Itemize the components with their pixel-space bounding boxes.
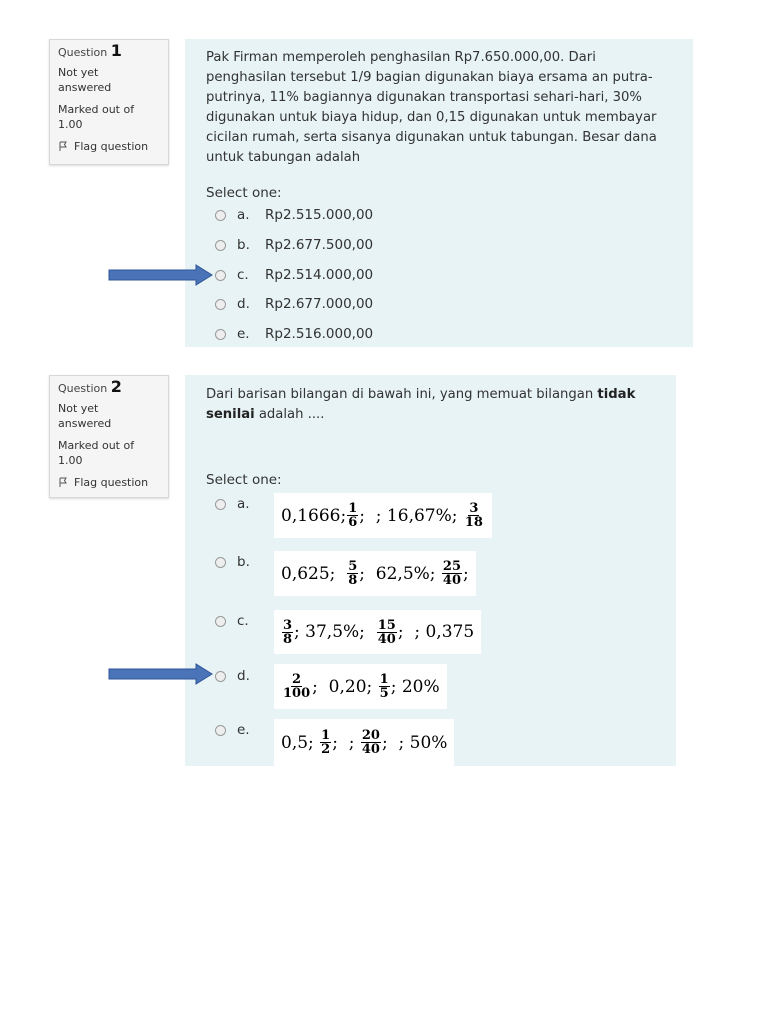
radio-button[interactable] bbox=[215, 725, 226, 736]
answer-option-c[interactable] bbox=[215, 267, 373, 283]
option-math-a: 0,1666; $\frac{1}{6}$ ; ; 16,67%; $\frac{3}{18}$ bbox=[274, 493, 492, 538]
fraction: $\frac{3}{8}$ bbox=[283, 617, 293, 647]
radio-button[interactable] bbox=[215, 210, 226, 221]
radio-button[interactable] bbox=[215, 240, 226, 251]
flag-question-label: Flag question bbox=[74, 476, 149, 489]
option-letter: d. bbox=[237, 296, 250, 312]
radio-button[interactable] bbox=[215, 671, 226, 682]
question-status: Not yet answered bbox=[58, 66, 112, 94]
flag-question-link[interactable] bbox=[58, 475, 168, 490]
select-one-label: Select one: bbox=[206, 185, 282, 201]
emphasis-text: tidak senilai bbox=[206, 387, 636, 422]
question-marks: Marked out of 1.00 bbox=[58, 103, 135, 131]
option-letter: e. bbox=[237, 326, 250, 342]
fraction: $\frac{3}{18}$ bbox=[464, 501, 483, 530]
option-math-d: $\frac{2}{100}$ ; 0,20; $\frac{1}{5}$ ; 20% bbox=[274, 664, 447, 709]
option-text: Rp2.514.000,00 bbox=[265, 267, 374, 283]
fraction: $\frac{5}{8}$ bbox=[348, 559, 358, 588]
option-math-b: 0,625; $\frac{5}{8}$ ; 62,5%; $\frac{25}{40}$ ; bbox=[274, 551, 476, 596]
fraction: $\frac{1}{5}$ bbox=[379, 672, 389, 701]
answer-option-b[interactable] bbox=[215, 237, 373, 253]
fraction: $\frac{1}{6}$ bbox=[348, 501, 358, 530]
radio-button[interactable] bbox=[215, 616, 226, 627]
option-text: Rp2.516.000,00 bbox=[265, 326, 374, 342]
flag-question-label: Flag question bbox=[74, 140, 149, 153]
answer-option-e[interactable] bbox=[215, 722, 265, 738]
question-status: Not yet answered bbox=[58, 402, 112, 430]
answer-option-a[interactable] bbox=[215, 496, 265, 512]
option-math-c: $\frac{3}{8}$ ; 37,5%; $\frac{15}{40}$ ; ; 0,375 bbox=[274, 610, 481, 654]
radio-button[interactable] bbox=[215, 299, 226, 310]
option-letter: a. bbox=[237, 207, 250, 223]
question-number: Question 1 bbox=[58, 41, 122, 60]
flag-question-link[interactable] bbox=[58, 139, 168, 154]
option-text: Rp2.677.000,00 bbox=[265, 296, 374, 312]
question-content-2 bbox=[185, 375, 676, 766]
arrow-indicator-icon bbox=[108, 264, 214, 286]
option-text: Rp2.677.500,00 bbox=[265, 237, 374, 253]
radio-button[interactable] bbox=[215, 270, 226, 281]
option-letter: d. bbox=[237, 668, 250, 684]
fraction: $\frac{1}{2}$ bbox=[321, 728, 331, 757]
select-one-label: Select one: bbox=[206, 472, 282, 488]
question-text: Dari barisan bilangan di bawah ini, yang memuat bilangan tidak senilai adalah .... bbox=[206, 387, 636, 422]
fraction: $\frac{2}{100}$ bbox=[283, 672, 311, 701]
answer-option-d[interactable] bbox=[215, 296, 373, 312]
answer-option-c[interactable] bbox=[215, 613, 265, 629]
flag-icon bbox=[58, 141, 69, 152]
question-text: Pak Firman memperoleh penghasilan Rp7.650.000,00. Dari penghasilan tersebut 1/9 bagian digunakan biaya ersama an putra-putrinya, 11% bagiannya digunakan transportasi sehari-hari, 30% digunakan untuk biaya hidup, dan 0,15 digunakan untuk membayar cicilan rumah, serta sisanya digunakan untuk tabungan. Besar dana untuk tabungan adalah bbox=[206, 50, 657, 165]
answer-option-e[interactable] bbox=[215, 326, 373, 342]
answer-option-b[interactable] bbox=[215, 554, 265, 570]
fraction: $\frac{15}{40}$ bbox=[377, 617, 396, 647]
question-info-2 bbox=[49, 375, 169, 498]
flag-icon bbox=[58, 477, 69, 488]
option-letter: b. bbox=[237, 237, 250, 253]
option-letter: c. bbox=[237, 267, 249, 283]
radio-button[interactable] bbox=[215, 329, 226, 340]
fraction: $\frac{20}{40}$ bbox=[361, 728, 380, 757]
fraction: $\frac{25}{40}$ bbox=[442, 559, 462, 588]
option-text: Rp2.515.000,00 bbox=[265, 207, 374, 223]
question-marks: Marked out of 1.00 bbox=[58, 439, 135, 467]
question-info-1 bbox=[49, 39, 169, 165]
radio-button[interactable] bbox=[215, 557, 226, 568]
radio-button[interactable] bbox=[215, 499, 226, 510]
question-content-1 bbox=[185, 39, 693, 347]
answer-option-a[interactable] bbox=[215, 207, 373, 223]
option-letter: e. bbox=[237, 722, 250, 738]
answer-option-d[interactable] bbox=[215, 668, 265, 684]
question-number: Question 2 bbox=[58, 377, 122, 396]
option-letter: c. bbox=[237, 613, 249, 629]
option-letter: a. bbox=[237, 496, 250, 512]
option-math-e: 0,5; $\frac{1}{2}$ ; ; $\frac{20}{40}$ ; ; 50% bbox=[274, 719, 454, 766]
arrow-indicator-icon bbox=[108, 663, 214, 685]
option-letter: b. bbox=[237, 554, 250, 570]
